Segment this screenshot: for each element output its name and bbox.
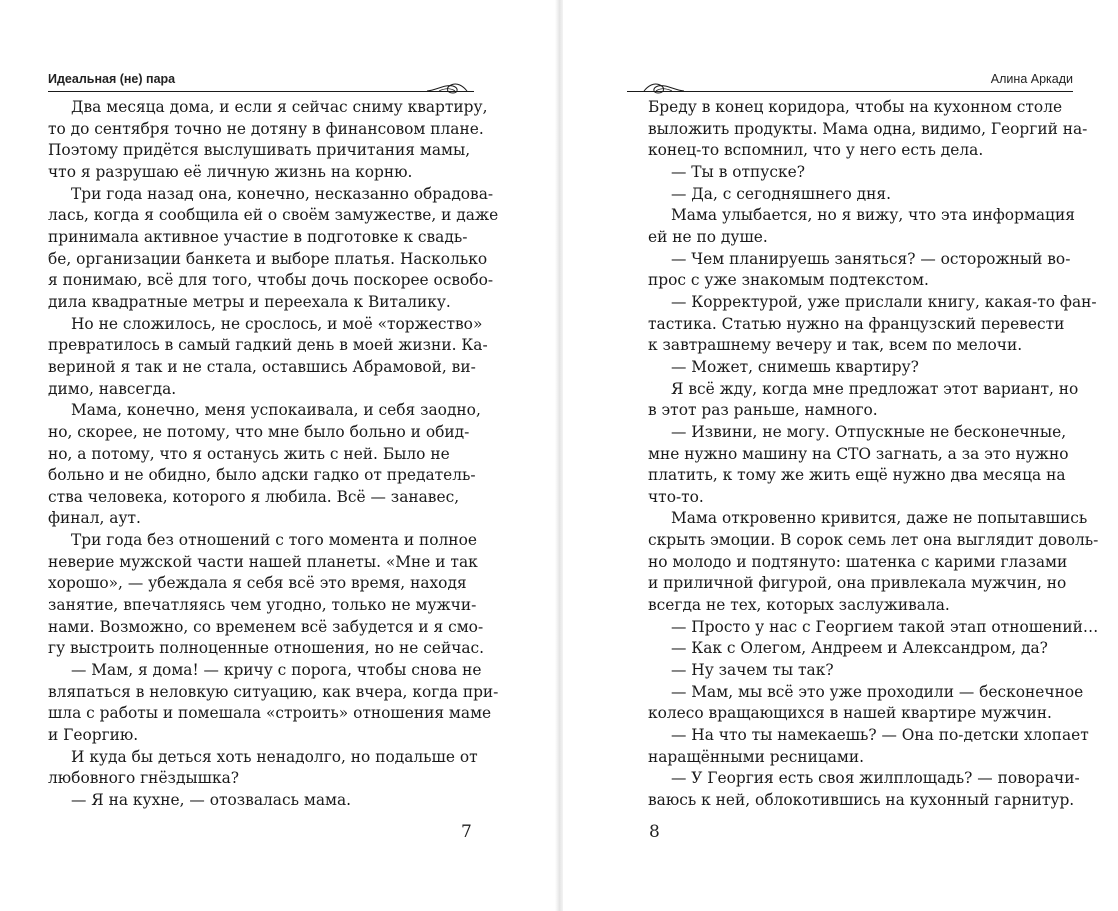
text-line: что я разрушаю её личную жизнь на корню. [48,162,413,181]
text-line: что-то. [648,487,704,506]
text-line: — Мам, я дома! — кричу с порога, чтобы снова не [71,661,482,680]
text-line: лась, когда я сообщила ей о своём замужестве, и даже [48,206,499,225]
text-line: Бреду в конец коридора, чтобы на кухонном столе [648,98,1063,116]
text-line: но, скорее, не потому, что мне было больно и обид- [48,422,470,441]
text-line: ваюсь к ней, облокотившись на кухонный гарнитур. [648,791,1075,809]
ornament-flourish-icon [425,78,469,98]
running-head-author: Алина Аркади [990,72,1073,86]
text-line: я понимаю, всё для того, чтобы дочь поскорее освобо- [48,271,494,290]
text-line: принимала активное участие в подготовке к свадь- [48,227,468,246]
text-line: Три года без отношений с того момента и полное [71,531,477,550]
text-line: — Корректурой, уже прислали книгу, какая-то фан- [671,292,1097,311]
body-text [48,97,499,812]
text-line: занятие, впечатляясь чем угодно, только не мужчи- [48,596,477,615]
text-line: наращёнными ресницами. [648,747,865,766]
page-number: 8 [649,822,660,842]
text-line: колесо вращающихся в нашей квартире мужчин. [648,704,1052,723]
text-line: превратилось в самый гадкий день в моей жизни. Ка- [48,336,488,355]
text-line: дила квадратные метры и переехала к Виталику. [48,292,451,311]
text-line: неверие мужской части нашей планеты. «Мне и так [48,552,478,571]
text-line: и приличной фигурой, она привлекала мужчин, но [648,574,1067,593]
text-line: конец-то вспомнил, что у него есть дела. [648,141,984,160]
text-line: выложить продукты. Мама одна, видимо, Георгий на- [648,119,1088,138]
text-line: ства человека, которого я любила. Всё — занавес, [48,487,460,506]
text-line: Мама, конечно, меня успокаивала, и себя заодно, [71,401,481,420]
text-line: — Да, с сегодняшнего дня. [671,184,892,203]
text-line: больно и не обидно, было адски гадко от предатель- [48,466,476,485]
text-line: — У Георгия есть своя жилплощадь? — поворачи- [671,769,1080,788]
text-line: финал, аут. [48,509,141,528]
text-line: гу выстроить полноценные отношения, но не сейчас. [48,639,485,658]
text-line: — Извини, не могу. Отпускные не бесконечные, [671,422,1067,441]
text-line: Два месяца дома, и если я сейчас сниму квартиру, [71,98,488,116]
text-line: прос с уже знакомым подтекстом. [648,271,929,290]
text-line: но, а потому, что я останусь жить с ней. Было не [48,444,450,463]
text-line: нами. Возможно, со временем всё забудется и я смо- [48,617,484,636]
text-line: димо, навсегда. [48,379,177,398]
text-line: вериной я так и не стала, оставшись Абрамовой, ви- [48,357,476,376]
text-line: хорошо», — убеждала я себя всё это время, находя [48,574,467,593]
text-line: И куда бы деться хоть ненадолго, но подальше от [71,747,478,766]
text-line: Мама откровенно кривится, даже не попытавшись [671,509,1088,528]
text-line: — Как с Олегом, Андреем и Александром, да? [671,639,1048,658]
text-line: в этот раз раньше, намного. [648,401,878,420]
text-line: ей не по душе. [648,227,768,246]
page-number: 7 [461,822,472,842]
running-head-book-title: Идеальная (не) пара [48,72,176,86]
text-line: то до сентября точно не дотяну в финансовом плане. [48,119,484,138]
text-line: — Может, снимешь квартиру? [671,357,919,376]
text-line: — Ты в отпуске? [671,162,805,181]
text-line: но молодо и подтянуто: шатенка с карими глазами [648,552,1068,571]
text-line: Мама улыбается, но я вижу, что эта информация [671,206,1075,225]
text-line: Поэтому придётся выслушивать причитания мамы, [48,141,471,160]
text-line: — Я на кухне, — отозвалась мама. [71,791,352,809]
ornament-flourish-icon [642,78,686,98]
text-line: к завтрашнему вечеру и так, всем по мелочи. [648,336,1023,355]
right-page [563,0,1118,911]
text-line: Но не сложилось, не срослось, и моё «торжество» [71,314,483,333]
book-gutter [555,0,563,911]
text-line: вляпаться в неловкую ситуацию, как вчера, когда при- [48,682,499,701]
text-line: всегда не тех, которых заслуживала. [648,596,950,615]
text-line: — Просто у нас с Георгием такой этап отношений… [671,617,1099,636]
text-line: — Ну зачем ты так? [671,661,834,680]
left-page [0,0,555,911]
text-line: любовного гнёздышка? [48,769,240,788]
text-line: — Мам, мы всё это уже проходили — бесконечное [671,682,1084,701]
text-line: мне нужно машину на СТО загнать, а за это нужно [648,444,1069,463]
text-line: бе, организации банкета и выборе платья. Насколько [48,249,488,268]
text-line: платить, к тому же жить ещё нужно два месяца на [648,466,1066,485]
text-line: — На что ты намекаешь? — Она по-детски хлопает [671,726,1089,745]
text-line: тастика. Статью нужно на французский перевести [648,314,1065,333]
header-rule [627,91,1073,92]
text-line: — Чем планируешь заняться? — осторожный во- [671,249,1071,268]
text-line: Три года назад она, конечно, несказанно обрадова- [71,184,494,203]
text-line: Я всё жду, когда мне предложат этот вариант, но [671,379,1079,398]
text-line: скрыть эмоции. В сорок семь лет она выглядит доволь- [648,531,1099,550]
text-line: и Георгию. [48,726,139,745]
text-line: шла с работы и помешала «строить» отношения маме [48,704,492,723]
body-text [648,97,1099,812]
header-rule [48,91,474,92]
